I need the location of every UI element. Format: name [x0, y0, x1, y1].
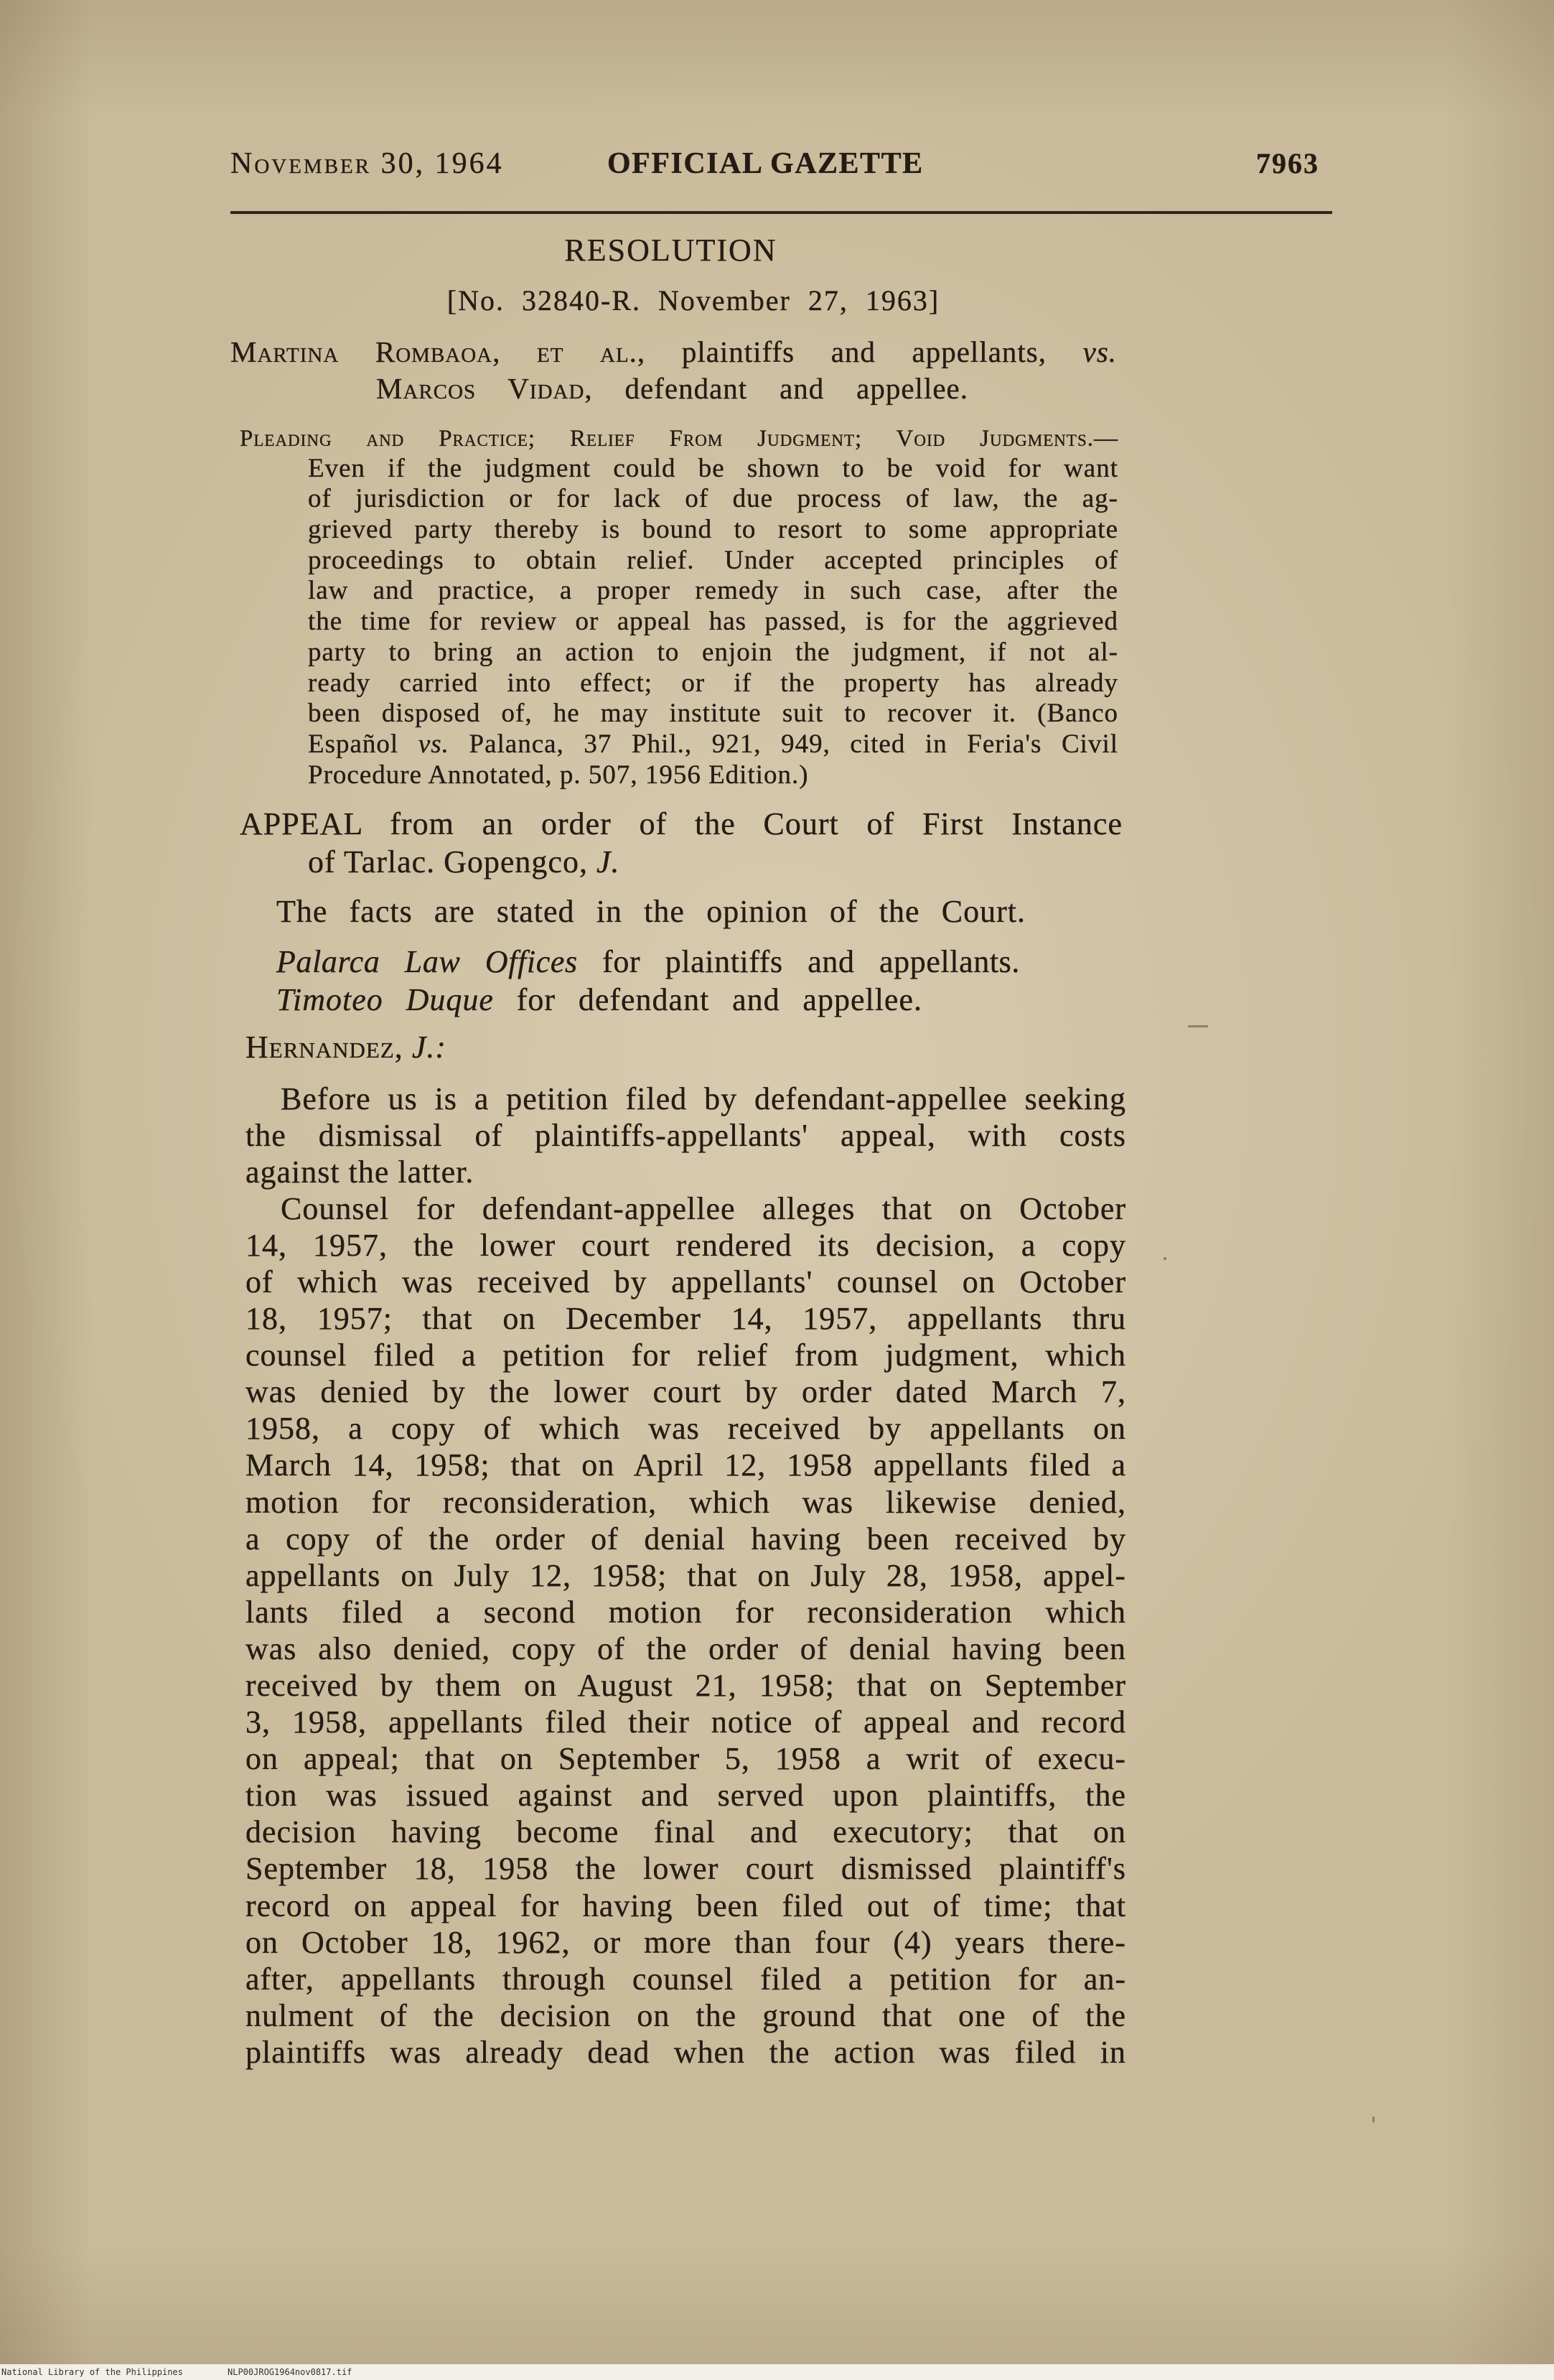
body-line: tion was issued against and served upon plaintiffs, the — [245, 1778, 1126, 1814]
publication-title: OFFICIAL GAZETTE — [607, 147, 924, 180]
body-line: after, appellants through counsel filed a petition for an- — [245, 1961, 1126, 1997]
counsel-role: for defendant and appellee. — [516, 982, 922, 1017]
body-line: was also denied, copy of the order of denial having been — [245, 1630, 1126, 1666]
margin-mark — [1188, 1025, 1208, 1027]
syllabus-line: of jurisdiction or for lack of due process of law, the ag- — [308, 484, 1118, 514]
opinion-body — [245, 1081, 1126, 2071]
body-line: decision having become final and executory; that on — [245, 1814, 1126, 1850]
syllabus — [308, 454, 1118, 791]
body-line: Before us is a petition filed by defendant-appellee seeking — [281, 1081, 1126, 1116]
syllabus-heading: Pleading and Practice; Relief From Judgment; Void Judgments.— — [240, 426, 1118, 452]
appeal-origin-line — [308, 844, 620, 881]
syllabus-line: ready carried into effect; or if the property has already — [308, 668, 1118, 698]
syllabus-line: law and practice, a proper remedy in such case, after the — [308, 576, 1118, 606]
ponente-name: Hernandez, — [245, 1030, 403, 1065]
facts-note: The facts are stated in the opinion of the Court. — [276, 894, 1026, 929]
footer-library: National Library of the Philippines — [1, 2367, 183, 2377]
body-line: 18, 1957; that on December 14, 1957, appellants thru — [245, 1301, 1126, 1337]
syllabus-line: Procedure Annotated, p. 507, 1956 Edition.) — [308, 760, 809, 790]
body-line: Counsel for defendant-appellee alleges that on October — [281, 1190, 1126, 1226]
body-line: on October 18, 1962, or more than four (4) years there- — [245, 1924, 1126, 1960]
body-line: against the latter. — [245, 1154, 474, 1190]
body-line: of which was received by appellants' counsel on October — [245, 1264, 1126, 1299]
body-line: plaintiffs was already dead when the action was filed in — [245, 2034, 1126, 2070]
scan-footer — [0, 2364, 1554, 2380]
margin-mark — [1372, 2117, 1375, 2122]
appeal-line: APPEAL from an order of the Court of First Instance — [240, 806, 1123, 841]
citation-case-first-party: Español — [308, 729, 399, 759]
appeal-origin: of Tarlac. Gopengco, — [308, 844, 588, 879]
counsel-defendant — [276, 981, 922, 1019]
counsel-plaintiffs — [276, 943, 1020, 981]
syllabus-line: grieved party thereby is bound to resort to some appropriate — [308, 515, 1118, 544]
counsel-name: Timoteo Duque — [276, 982, 494, 1017]
page-number: 7963 — [1256, 147, 1319, 179]
syllabus-line: Even if the judgment could be shown to be void for want — [308, 453, 1118, 483]
body-line: nulment of the decision on the ground that one of the — [245, 1997, 1126, 2033]
docket-line: [No. 32840-R. November 27, 1963] — [446, 284, 940, 317]
body-line: was denied by the lower court by order dated March 7, — [245, 1374, 1126, 1410]
body-line: 14, 1957, the lower court rendered its decision, a copy — [245, 1227, 1126, 1263]
body-line: on appeal; that on September 5, 1958 a writ of execu- — [245, 1741, 1126, 1777]
body-line: motion for reconsideration, which was likewise denied, — [245, 1484, 1126, 1520]
syllabus-citation-line — [308, 729, 1118, 760]
citation-remainder: Palanca, 37 Phil., 921, 949, cited in Feria's Civil — [469, 729, 1119, 759]
ponente — [245, 1029, 446, 1066]
body-line: a copy of the order of denial having been received by — [245, 1521, 1126, 1557]
body-line: record on appeal for having been filed out of time; that — [245, 1887, 1126, 1923]
body-line: lants filed a second motion for reconsideration which — [245, 1594, 1126, 1630]
caption-defendant-line — [376, 370, 968, 407]
header-date: November 30, 1964 — [230, 147, 504, 180]
plaintiffs-name: Martina Rombaoa, et al., — [230, 335, 646, 368]
body-line: appellants on July 12, 1958; that on July 28, 1958, appel- — [245, 1557, 1126, 1593]
syllabus-line: been disposed of, he may institute suit to recover it. (Banco — [308, 699, 1118, 729]
citation-versus: vs. — [418, 729, 449, 759]
syllabus-line: party to bring an action to enjoin the judgment, if not al- — [308, 637, 1118, 667]
body-line: March 14, 1958; that on April 12, 1958 appellants filed a — [245, 1447, 1126, 1483]
plaintiffs-role: plaintiffs and appellants, — [681, 335, 1047, 368]
judge-title: J. — [596, 844, 620, 879]
versus: vs. — [1082, 335, 1118, 368]
body-line: 1958, a copy of which was received by appellants on — [245, 1411, 1126, 1447]
footer-filename: NLP00JROG1964nov0817.tif — [228, 2367, 352, 2377]
syllabus-line: proceedings to obtain relief. Under accepted principles of — [308, 545, 1118, 575]
body-line: 3, 1958, appellants filed their notice of appeal and record — [245, 1704, 1126, 1740]
resolution-heading: RESOLUTION — [564, 233, 777, 268]
body-line: September 18, 1958 the lower court dismissed plaintiff's — [245, 1851, 1126, 1887]
margin-mark — [1164, 1257, 1166, 1260]
syllabus-line: the time for review or appeal has passed, is for the aggrieved — [308, 607, 1118, 637]
counsel-name: Palarca Law Offices — [276, 944, 578, 979]
body-line: counsel filed a petition for relief from judgment, which — [245, 1338, 1126, 1373]
body-line: received by them on August 21, 1958; that on September — [245, 1668, 1126, 1703]
defendant-role: defendant and appellee. — [624, 372, 968, 405]
caption-plaintiffs-line — [230, 333, 1117, 370]
defendant-name: Marcos Vidad, — [376, 372, 593, 405]
ponente-title: J.: — [411, 1030, 446, 1065]
counsel-role: for plaintiffs and appellants. — [602, 944, 1020, 979]
header-rule — [230, 211, 1332, 214]
body-line: the dismissal of plaintiffs-appellants' appeal, with costs — [245, 1117, 1126, 1153]
